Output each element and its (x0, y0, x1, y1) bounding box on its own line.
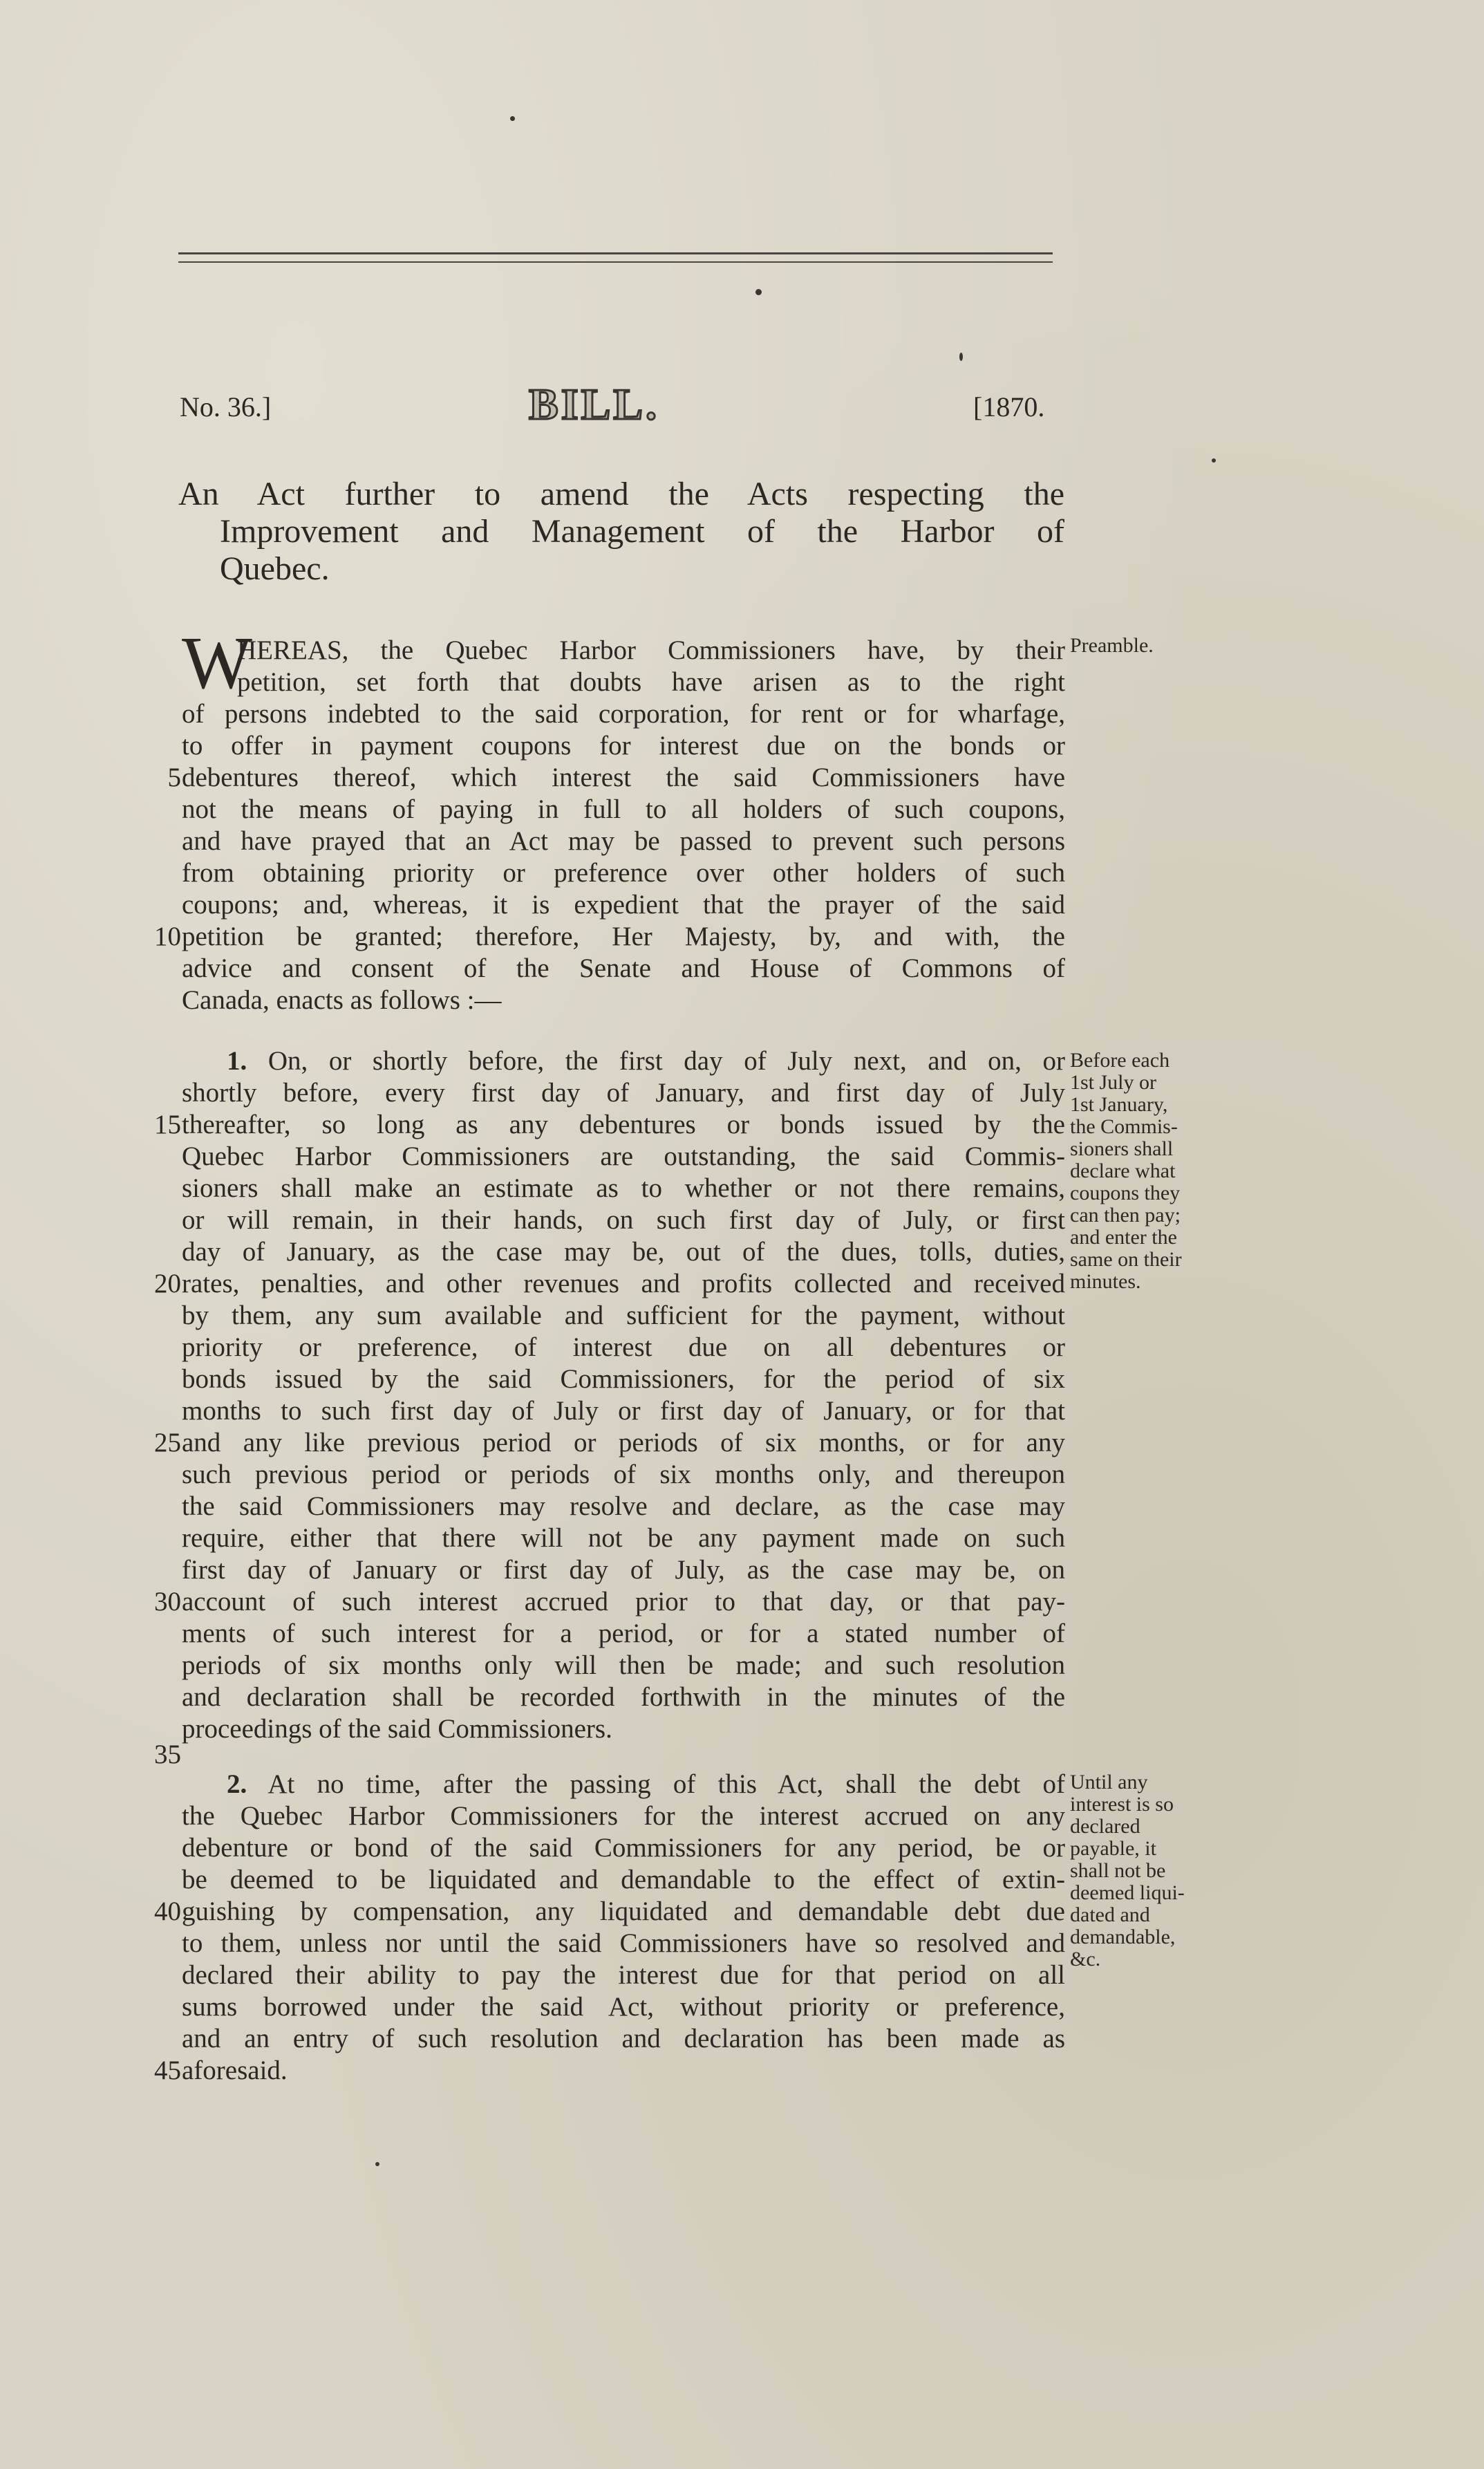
speck (755, 289, 762, 295)
section-2-line: be deemed to be liquidated and demandable to the effect of extin- (182, 1865, 1065, 1894)
section-1-text: On, or shortly before, the first day of July next, and on, or (267, 1046, 1065, 1076)
margin-note-line: coupons they (1070, 1182, 1181, 1204)
section-1-line: day of January, as the case may be, out of the dues, tolls, duties, (182, 1237, 1065, 1267)
line-number: 35 (154, 1740, 181, 1769)
title-line: Improvement and Management of the Harbor of (220, 513, 1064, 550)
line-number: 45 (154, 2056, 181, 2085)
bill-number: No. 36.] (180, 391, 272, 422)
section-1-line: ments of such interest for a period, or for a stated number of (182, 1619, 1065, 1648)
section-2-line: and an entry of such resolution and declaration has been made as (182, 2024, 1065, 2053)
section-2-line: sums borrowed under the said Act, without priority or preference, (182, 1992, 1065, 2022)
section-1-line: months to such first day of July or first day of January, or for that (182, 1396, 1065, 1426)
section-1-line: periods of six months only will then be made; and such resolution (182, 1650, 1065, 1680)
margin-note-line: Until any (1070, 1771, 1148, 1793)
margin-note-line: can then pay; (1070, 1204, 1181, 1227)
line-number: 15 (154, 1110, 181, 1139)
drop-cap: W (182, 622, 252, 705)
preamble-line: petition be granted; therefore, Her Majesty, by, and with, the (182, 922, 1065, 951)
section-1-line: and any like previous period or periods of six months, or for any (182, 1428, 1065, 1457)
section-1-line: account of such interest accrued prior to that day, or that pay- (182, 1587, 1065, 1617)
margin-note-line: minutes. (1070, 1270, 1141, 1293)
section-1-line: by them, any sum available and sufficient for the payment, without (182, 1301, 1065, 1330)
margin-note-line: sioners shall (1070, 1137, 1174, 1160)
preamble-line: to offer in payment coupons for interest due on the bonds or (182, 731, 1065, 761)
speck (959, 353, 963, 361)
section-1-line: priority or preference, of interest due on all debentures or (182, 1332, 1065, 1362)
section-2-line: guishing by compensation, any liquidated and demandable debt due (182, 1897, 1065, 1926)
speck (510, 116, 515, 121)
line-number: 25 (154, 1428, 181, 1457)
top-rule-thin (178, 261, 1053, 263)
section-1-line: thereafter, so long as any debentures or bonds issued by the (182, 1110, 1065, 1139)
margin-note-line: the Commis- (1070, 1115, 1178, 1138)
top-rule (178, 252, 1053, 254)
preamble-line: debentures thereof, which interest the said Commissioners have (182, 763, 1065, 792)
section-1-line-first (227, 1045, 1065, 1077)
section-2-line: debenture or bond of the said Commissioners for any period, be or (182, 1833, 1065, 1863)
section-1-line: require, either that there will not be any payment made on such (182, 1523, 1065, 1553)
margin-note-line: payable, it (1070, 1837, 1156, 1860)
line-number: 40 (154, 1897, 181, 1926)
section-1-line: first day of January or first day of July, as the case may be, on (182, 1555, 1065, 1585)
preamble-line: coupons; and, whereas, it is expedient that the prayer of the said (182, 890, 1065, 920)
section-1-line: and declaration shall be recorded forthwith in the minutes of the (182, 1682, 1065, 1712)
preamble-line: of persons indebted to the said corporation, for rent or for wharfage, (182, 699, 1065, 729)
preamble-line: petition, set forth that doubts have arisen as to the right (237, 667, 1065, 697)
preamble-line: HEREAS, the Quebec Harbor Commissioners have, by their (237, 635, 1065, 665)
section-2-line: the Quebec Harbor Commissioners for the interest accrued on any (182, 1801, 1065, 1831)
margin-note-line: 1st July or (1070, 1071, 1157, 1094)
margin-note-line: same on their (1070, 1248, 1182, 1271)
margin-note-line: Before each (1070, 1049, 1170, 1072)
line-number: 20 (154, 1269, 181, 1298)
bill-title (178, 476, 1064, 588)
section-1-line: or will remain, in their hands, on such first day of July, or first (182, 1205, 1065, 1235)
section-1-line: the said Commissioners may resolve and declare, as the case may (182, 1491, 1065, 1521)
margin-note-line: shall not be (1070, 1859, 1166, 1882)
preamble-line: from obtaining priority or preference over other holders of such (182, 858, 1065, 888)
section-1-line: sioners shall make an estimate as to whether or not there remains, (182, 1173, 1065, 1203)
section-2-margin-note (1070, 1771, 1185, 1970)
margin-note-line: deemed liqui- (1070, 1881, 1185, 1904)
section-1-line: shortly before, every first day of January, and first day of July (182, 1078, 1065, 1108)
section-2-line: to them, unless nor until the said Commissioners have so resolved and (182, 1928, 1065, 1958)
section-2-line: aforesaid. (182, 2056, 288, 2085)
section-1-line: Quebec Harbor Commissioners are outstanding, the said Commis- (182, 1142, 1065, 1171)
section-1-margin-note (1070, 1050, 1182, 1293)
margin-note-line: declare what (1070, 1159, 1176, 1182)
title-line: An Act further to amend the Acts respecting the (178, 476, 1064, 512)
speck (1212, 458, 1216, 463)
margin-note-line: declared (1070, 1815, 1140, 1838)
section-2-line: declared their ability to pay the interest due for that period on all (182, 1960, 1065, 1990)
margin-note-line: dated and (1070, 1903, 1150, 1926)
margin-note-line: &c. (1070, 1948, 1101, 1970)
section-1-number: 1. (227, 1046, 247, 1076)
section-2-line-first (227, 1769, 1065, 1800)
line-number: 5 (167, 763, 181, 792)
line-number: 10 (154, 922, 181, 951)
section-2-number: 2. (227, 1769, 247, 1799)
section-1-line: bonds issued by the said Commissioners, for the period of six (182, 1364, 1065, 1394)
preamble-line: Canada, enacts as follows :— (182, 985, 502, 1015)
speck (375, 2162, 379, 2166)
section-2-text: At no time, after the passing of this Act, shall the debt of (267, 1769, 1065, 1799)
preamble-line: and have prayed that an Act may be passed to prevent such persons (182, 826, 1065, 856)
preamble-line: not the means of paying in full to all holders of such coupons, (182, 794, 1065, 824)
bill-heading: BILL. (529, 380, 659, 429)
preamble-line: advice and consent of the Senate and House of Commons of (182, 953, 1065, 983)
section-1-line: rates, penalties, and other revenues and profits collected and received (182, 1269, 1065, 1298)
section-1-line: proceedings of the said Commissioners. (182, 1714, 612, 1744)
margin-note-line: and enter the (1070, 1226, 1177, 1249)
margin-note-line: demandable, (1070, 1926, 1176, 1948)
margin-note-line: interest is so (1070, 1793, 1174, 1816)
margin-note-line: 1st January, (1070, 1093, 1168, 1116)
section-1-line: such previous period or periods of six months only, and thereupon (182, 1460, 1065, 1489)
title-line: Quebec. (220, 550, 330, 587)
bill-year: [1870. (973, 391, 1045, 422)
preamble-margin-note: Preamble. (1070, 634, 1154, 657)
line-number: 30 (154, 1587, 181, 1617)
